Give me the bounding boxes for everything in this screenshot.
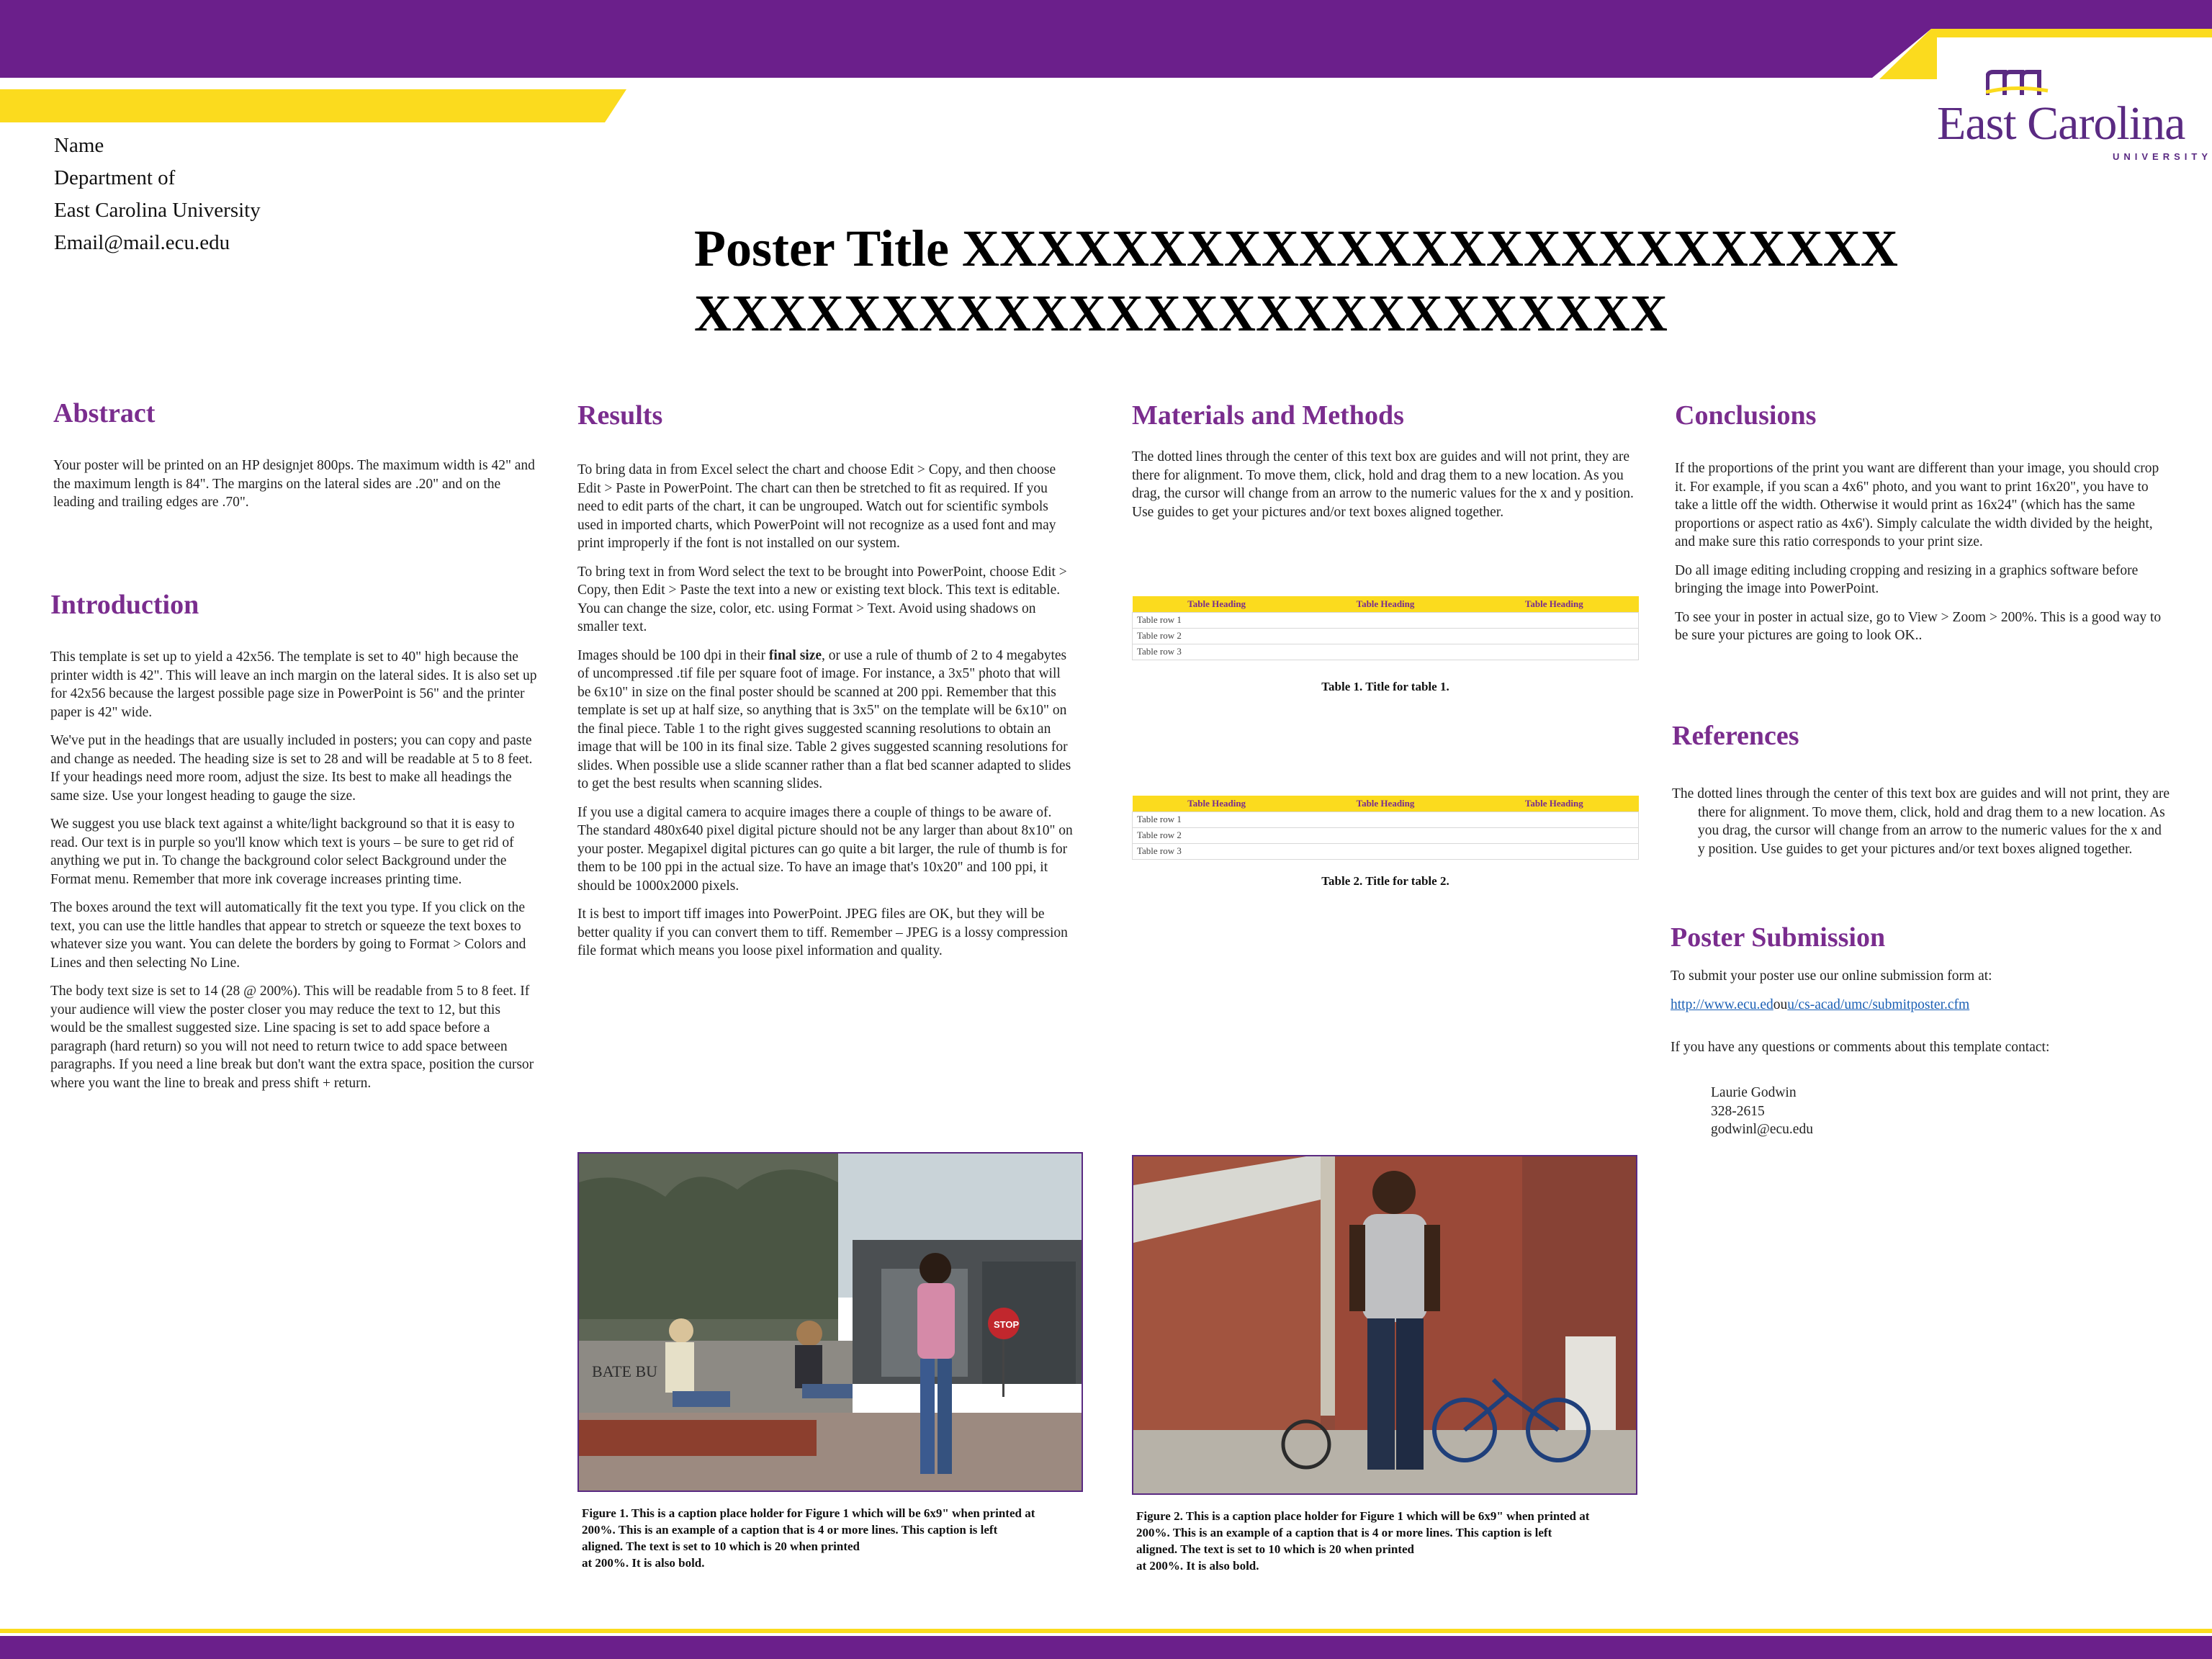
abstract-paragraph: Your poster will be printed on an HP designjet 800ps. The maximum width is 42" and the maximum length is 84". The margins on the lateral sides are .20" and on the leading and trailing edges are .70". xyxy=(53,458,535,510)
abstract-body xyxy=(53,457,537,522)
table-2-row-2: Table row 2 xyxy=(1133,827,1639,843)
table-1-heading-1: Table Heading xyxy=(1133,596,1301,612)
submission-body xyxy=(1671,967,2175,1067)
author-email: Email@mail.ecu.edu xyxy=(54,231,230,254)
author-university: East Carolina University xyxy=(54,199,261,222)
results-heading: Results xyxy=(577,400,663,431)
author-department: Department of xyxy=(54,166,176,189)
methods-heading: Materials and Methods xyxy=(1132,400,1404,431)
figure-1-caption-line-1: Figure 1. This is a caption place holder for Figure 1 which will be 6x9" when printed at xyxy=(582,1506,1035,1520)
table-1-row-1: Table row 1 xyxy=(1133,612,1639,628)
table-2-heading-3: Table Heading xyxy=(1470,796,1638,811)
references-paragraph: The dotted lines through the center of this text box are guides and will not print, they are there for alignment. To move them, click, hold and drag them to a new location. As you drag, the cursor will change from an arrow to the numeric values for the x and y position. Use guides to get your pictures and/or text boxes aligned together. xyxy=(1672,786,2170,857)
results-paragraph-3 xyxy=(577,647,1073,793)
conclusions-paragraph-3: To see your in poster in actual size, go to View > Zoom > 200%. This is a good way to be sure your pictures are going to look OK.. xyxy=(1675,609,2162,643)
table-1-header-row xyxy=(1133,596,1639,612)
table-2 xyxy=(1132,796,1639,860)
header-gold-stripe xyxy=(0,89,626,122)
methods-body xyxy=(1132,448,1636,531)
table-1-caption: Table 1. Title for table 1. xyxy=(1321,680,1449,693)
table-2-heading-2: Table Heading xyxy=(1301,796,1470,811)
submission-link-part-1[interactable]: http://www.ecu.ed xyxy=(1671,997,1773,1012)
contact-email: godwinl@ecu.edu xyxy=(1711,1122,1813,1137)
submission-link-part-2: ou xyxy=(1773,997,1788,1012)
figure-1-caption xyxy=(582,1505,1083,1571)
figure-1-caption-line-4: at 200%. It is also bold. xyxy=(582,1556,705,1570)
introduction-heading: Introduction xyxy=(50,590,199,620)
table-row xyxy=(1133,811,1639,827)
conclusions-paragraph-1: If the proportions of the print you want are different than your image, you should crop it. For example, if you scan a 4x6" photo, and you want to print 16x20", you have to take a little off the width. Otherwise it would print as 16x24" (which has the same proportions or aspect ratio as 4x6'). Simply calculate the width divided by the height, and make sure this ratio corresponds to your print size. xyxy=(1675,461,2159,549)
table-2-caption: Table 2. Title for table 2. xyxy=(1321,874,1449,888)
figure-2-image xyxy=(1133,1156,1637,1495)
figure-2-caption-line-2: 200%. This is an example of a caption that is 4 or more lines. This caption is left xyxy=(1136,1526,1552,1539)
results-p3-start: Images should be 100 dpi in their xyxy=(577,647,769,663)
poster-title xyxy=(694,216,1918,346)
table-2-header-row xyxy=(1133,796,1639,811)
ecu-logo xyxy=(1937,69,2212,163)
ecu-crest-icon xyxy=(1986,69,2051,98)
table-1 xyxy=(1132,596,1639,660)
figure-2-caption xyxy=(1136,1508,1637,1574)
table-1-row-2: Table row 2 xyxy=(1133,628,1639,644)
figure-2-caption-line-1: Figure 2. This is a caption place holder for Figure 1 which will be 6x9" when printed at xyxy=(1136,1509,1590,1523)
contact-block xyxy=(1711,1084,1813,1139)
ecu-logo-university: UNIVERSITY xyxy=(2113,151,2212,162)
figure-1-caption-line-3: aligned. The text is set to 10 which is 20 when printed xyxy=(582,1539,860,1553)
table-row xyxy=(1133,827,1639,843)
table-row xyxy=(1133,628,1639,644)
contact-phone: 328-2615 xyxy=(1711,1103,1765,1119)
figure-1-stop-sign: STOP xyxy=(994,1319,1020,1330)
submission-heading: Poster Submission xyxy=(1671,922,1886,953)
table-row xyxy=(1133,612,1639,628)
table-1-row-3: Table row 3 xyxy=(1133,644,1639,660)
abstract-heading: Abstract xyxy=(53,398,156,428)
introduction-paragraph-3: We suggest you use black text against a white/light background so that it is easy to read. Our text is in purple so you'll know which text is yours – be sure to get rid of anything we put in. To change the background color select Background under the Format menu. Remember that more ink coverage increases printing time. xyxy=(50,817,515,887)
references-body xyxy=(1672,785,2170,868)
submission-link[interactable] xyxy=(1671,996,2175,1015)
figure-1-image xyxy=(579,1154,1083,1492)
introduction-paragraph-4: The boxes around the text will automatically fit the text you type. If you click on the text, you can use the little handles that appear to stretch or squeeze the text boxes to whatever size you want. You can delete the borders by going to Format > Colors and Lines and then selecting No Line. xyxy=(50,900,526,971)
poster-title-line-1: Poster Title XXXXXXXXXXXXXXXXXXXXXXXXX xyxy=(694,220,1898,277)
results-p3-end: , or use a rule of thumb of 2 to 4 megabytes of uncompressed .tif file per square foot of image. For instance, a 3x5" photo that will be 6x10" in size on the final poster should be scanned at 200 ppi. Remember that this template is set up at half size, so anything that is 3x5" on the template will be 6x10" on the final piece. Table 1 to the right gives suggested scanning resolutions to obtain an image that will be 100 in its final size. Table 2 gives suggested scanning resolutions for slides. When possible use a slide scanner rather than a flat bed scanner adapted to slides to get the best results when scanning slides. xyxy=(577,647,1071,791)
figure-2-caption-line-4: at 200%. It is also bold. xyxy=(1136,1559,1259,1573)
results-body xyxy=(577,461,1073,971)
figure-1-photo xyxy=(577,1152,1083,1492)
submission-link-part-3[interactable]: u/cs-acad/umc/submitposter.cfm xyxy=(1787,997,1970,1012)
conclusions-heading: Conclusions xyxy=(1675,400,1817,431)
results-p3-bold: final size xyxy=(768,647,822,663)
table-row xyxy=(1133,644,1639,660)
figure-2-caption-line-3: aligned. The text is set to 10 which is 20 when printed xyxy=(1136,1542,1414,1556)
results-paragraph-1: To bring data in from Excel select the chart and choose Edit > Copy, and then choose Edit > Paste in PowerPoint. The chart can then be stretched to fit as required. If you need to edit parts of the chart, it can be ungrouped. Watch out for scientific symbols used in imported charts, which PowerPoint will not recognize as a used font and may print improperly if the font is not installed on our system. xyxy=(577,462,1056,551)
introduction-paragraph-1: This template is set up to yield a 42x56. The template is set to 40" high because the printer width is 42". This will leave an inch margin on the lateral sides. It is also set up for 42x56 because the largest possible page size in PowerPoint is 56" and the printer paper is 42" wide. xyxy=(50,649,537,720)
header-purple-band xyxy=(0,0,2212,78)
figure-2-photo xyxy=(1132,1155,1637,1495)
table-row xyxy=(1133,843,1639,859)
author-block xyxy=(54,130,261,259)
submission-questions: If you have any questions or comments about this template contact: xyxy=(1671,1040,2050,1055)
conclusions-body xyxy=(1675,459,2170,655)
results-paragraph-5: It is best to import tiff images into PowerPoint. JPEG files are OK, but they will be better quality if you can convert them to tiff. Remember – JPEG is a lossy compression file format which means you loose pixel information and quality. xyxy=(577,907,1068,958)
introduction-body xyxy=(50,648,537,1102)
ecu-logo-wordmark: East Carolina xyxy=(1937,97,2185,150)
figure-1-building-sign: BATE BU xyxy=(592,1362,658,1380)
references-heading: References xyxy=(1672,721,1799,751)
contact-name: Laurie Godwin xyxy=(1711,1085,1797,1100)
methods-paragraph: The dotted lines through the center of this text box are guides and will not print, they are there for alignment. To move them, click, hold and drag them to a new location. As you drag, the cursor will change from an arrow to the numeric values for the x and y position. Use guides to get your pictures and/or text boxes aligned together. xyxy=(1132,449,1634,520)
introduction-paragraph-2: We've put in the headings that are usually included in posters; you can copy and paste and change as needed. The heading size is set to 28 and will be readable at 5 to 8 feet. If your headings need more room, adjust the size. Its best to make all headings the same size. Use your longest heading to gauge the size. xyxy=(50,733,533,804)
table-2-heading-1: Table Heading xyxy=(1133,796,1301,811)
author-name: Name xyxy=(54,134,104,157)
submission-intro: To submit your poster use our online submission form at: xyxy=(1671,968,1992,984)
table-2-row-1: Table row 1 xyxy=(1133,811,1639,827)
table-1-heading-2: Table Heading xyxy=(1301,596,1470,612)
results-paragraph-4: If you use a digital camera to acquire images there a couple of things to be aware of. The standard 480x640 pixel digital picture should not be any larger than about 8x10" on your poster. Megapixel digital pictures can go quite a bit larger, the rule of thumb is for them to be 100 ppi in the actual size. To have an image that's 10x20" and 100 ppi, it should be 1000x2000 pixels. xyxy=(577,804,1073,894)
conclusions-paragraph-2: Do all image editing including cropping and resizing in a graphics software before bringing the image into PowerPoint. xyxy=(1675,562,2139,596)
results-paragraph-2: To bring text in from Word select the text to be brought into PowerPoint, choose Edit > Copy, then Edit > Paste the text into a new or existing text block. This text is editable. You can change the size, color, etc. using Format > Text. Avoid using shadows on smaller text. xyxy=(577,564,1067,634)
footer-band xyxy=(0,1629,2212,1659)
header-banner xyxy=(0,0,2212,137)
poster-title-line-2: XXXXXXXXXXXXXXXXXXXXXXXXXX xyxy=(694,284,1668,342)
table-1-heading-3: Table Heading xyxy=(1470,596,1638,612)
table-2-row-3: Table row 3 xyxy=(1133,843,1639,859)
introduction-paragraph-5: The body text size is set to 14 (28 @ 200%). This will be readable from 5 to 8 feet. If your audience will view the poster closer you may reduce the text to 12, but this would be the smallest suggested size. Line spacing is set to add space before a paragraph (hard return) so you will not need to return twice to add space between paragraphs. If you need a line break but don't want the extra space, position the cursor where you want the line to break and press shift + return. xyxy=(50,984,534,1091)
figure-1-caption-line-2: 200%. This is an example of a caption that is 4 or more lines. This caption is left xyxy=(582,1523,998,1537)
